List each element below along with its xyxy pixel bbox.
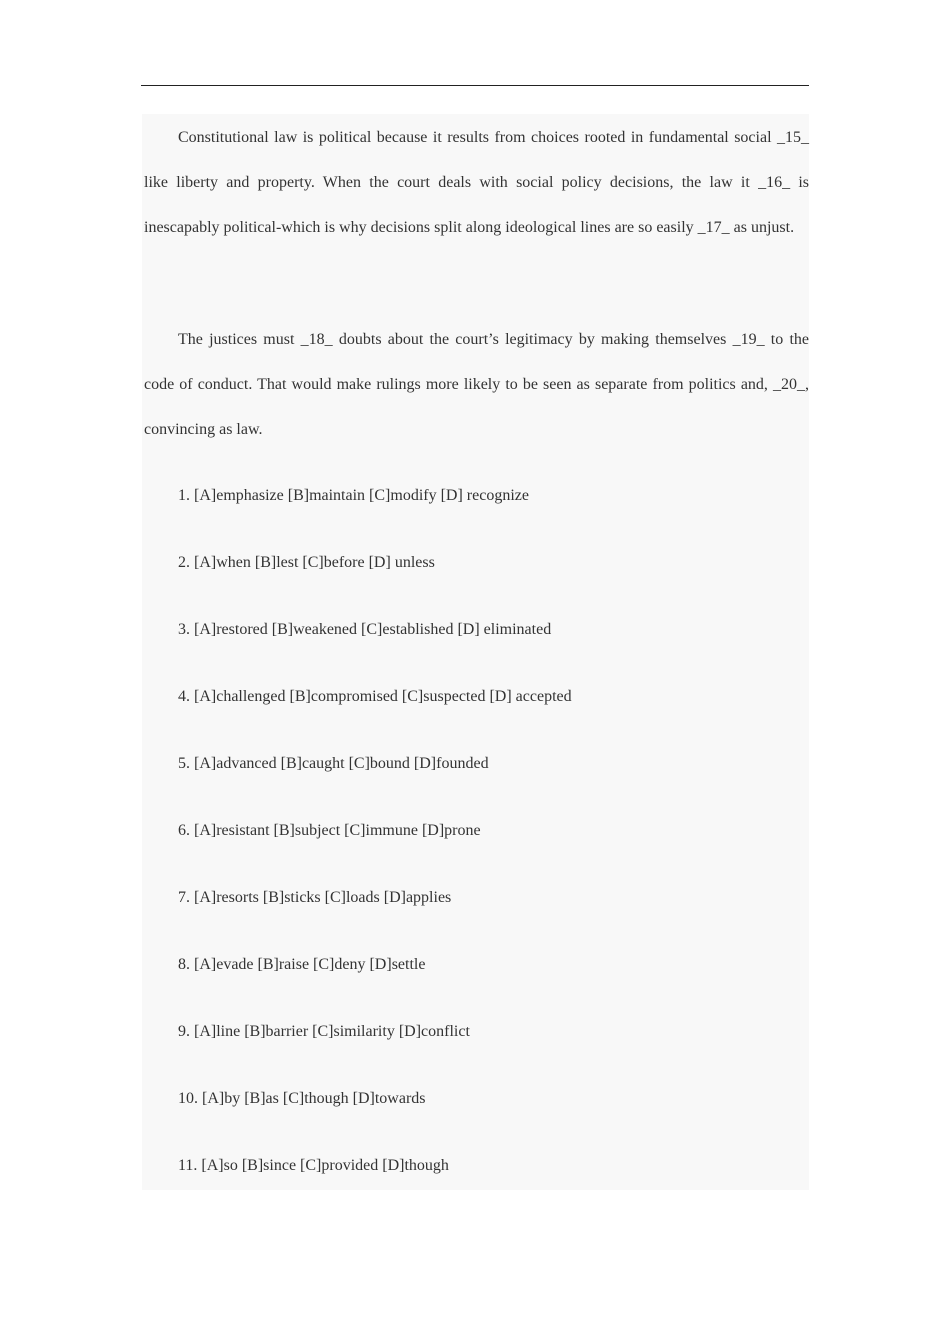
passage-paragraph-1: Constitutional law is political because it results from choices rooted in fundamental social _15_ like liberty and property. When the court deals with social policy decisions, the law it _16_ is inescapably political-which is why decisions split along ideological lines are so easily _17_ as unjust.: [144, 129, 809, 236]
question-option-10: 10. [A]by [B]as [C]though [D]towards: [178, 1090, 426, 1107]
question-option-7: 7. [A]resorts [B]sticks [C]loads [D]applies: [178, 889, 452, 906]
question-option-2: 2. [A]when [B]lest [C]before [D] unless: [178, 554, 435, 571]
question-option-6: 6. [A]resistant [B]subject [C]immune [D]prone: [178, 822, 481, 839]
question-option-5: 5. [A]advanced [B]caught [C]bound [D]founded: [178, 755, 489, 772]
question-option-4: 4. [A]challenged [B]compromised [C]suspected [D] accepted: [178, 688, 572, 705]
passage-paragraph-2: The justices must _18_ doubts about the court’s legitimacy by making themselves _19_ to the code of conduct. That would make rulings more likely to be seen as separate from politics and, _20_, convincing as law.: [144, 331, 809, 438]
header-rule: [141, 85, 809, 86]
exam-content-block: [142, 114, 809, 1190]
question-option-11: 11. [A]so [B]since [C]provided [D]though: [178, 1157, 449, 1174]
question-option-1: 1. [A]emphasize [B]maintain [C]modify [D] recognize: [178, 487, 529, 504]
question-option-9: 9. [A]line [B]barrier [C]similarity [D]conflict: [178, 1023, 470, 1040]
question-option-3: 3. [A]restored [B]weakened [C]established [D] eliminated: [178, 621, 552, 638]
question-option-8: 8. [A]evade [B]raise [C]deny [D]settle: [178, 956, 426, 973]
